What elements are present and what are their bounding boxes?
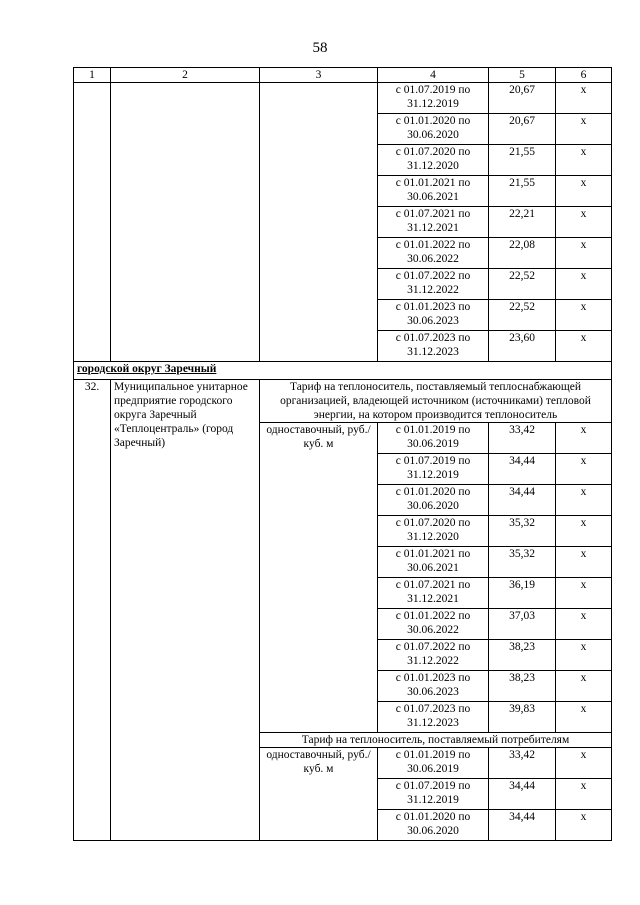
organization-name: Муниципальное унитарное предприятие городского округа Заречный «Теплоцентраль» (город Заречный): [111, 380, 260, 841]
tariff-value: 20,67: [489, 114, 556, 145]
tariff-value: 22,52: [489, 300, 556, 331]
rate-type: одноставочный, руб./куб. м: [260, 748, 378, 841]
period-cell: с 01.01.2020 по 30.06.2020: [378, 485, 489, 516]
period-cell: с 01.01.2023 по 30.06.2023: [378, 671, 489, 702]
column-number: 4: [378, 68, 489, 83]
period-cell: с 01.07.2020 по 31.12.2020: [378, 516, 489, 547]
tariff-value: 34,44: [489, 454, 556, 485]
mark-cell: х: [556, 269, 612, 300]
section-header-row: [74, 380, 612, 423]
table-row: [74, 83, 612, 114]
period-cell: с 01.01.2021 по 30.06.2021: [378, 547, 489, 578]
period-cell: с 01.01.2020 по 30.06.2020: [378, 114, 489, 145]
mark-cell: х: [556, 748, 612, 779]
tariff-value: 37,03: [489, 609, 556, 640]
tariff-value: 33,42: [489, 423, 556, 454]
tariff-value: 38,23: [489, 671, 556, 702]
mark-cell: х: [556, 671, 612, 702]
number-cell: [74, 83, 111, 362]
period-cell: с 01.01.2021 по 30.06.2021: [378, 176, 489, 207]
column-number: 1: [74, 68, 111, 83]
mark-cell: х: [556, 331, 612, 362]
organization-cell: [111, 83, 260, 362]
period-cell: с 01.01.2019 по 30.06.2019: [378, 423, 489, 454]
tariff-value: 22,52: [489, 269, 556, 300]
tariff-value: 20,67: [489, 83, 556, 114]
tariff-value: 33,42: [489, 748, 556, 779]
period-cell: с 01.01.2022 по 30.06.2022: [378, 238, 489, 269]
tariff-value: 22,21: [489, 207, 556, 238]
column-number: 2: [111, 68, 260, 83]
column-number: 5: [489, 68, 556, 83]
period-cell: с 01.01.2019 по 30.06.2019: [378, 748, 489, 779]
period-cell: с 01.07.2019 по 31.12.2019: [378, 454, 489, 485]
tariff-value: 36,19: [489, 578, 556, 609]
period-cell: с 01.07.2020 по 31.12.2020: [378, 145, 489, 176]
mark-cell: х: [556, 485, 612, 516]
tariff-table: [73, 67, 612, 841]
period-cell: с 01.01.2022 по 30.06.2022: [378, 609, 489, 640]
mark-cell: х: [556, 547, 612, 578]
mark-cell: х: [556, 114, 612, 145]
entry-number: 32.: [74, 380, 111, 841]
tariff-value: 39,83: [489, 702, 556, 733]
tariff-value: 35,32: [489, 516, 556, 547]
mark-cell: х: [556, 423, 612, 454]
mark-cell: х: [556, 454, 612, 485]
mark-cell: х: [556, 810, 612, 841]
section-title: Тариф на теплоноситель, поставляемый потребителям: [260, 733, 612, 748]
tariff-value: 21,55: [489, 145, 556, 176]
page-number: 58: [312, 40, 328, 56]
region-heading: городской округ Заречный: [74, 362, 612, 380]
column-number-row: [74, 68, 612, 83]
rate-type-cell: [260, 83, 378, 362]
rate-type: одноставочный, руб./куб. м: [260, 423, 378, 733]
mark-cell: х: [556, 609, 612, 640]
period-cell: с 01.01.2020 по 30.06.2020: [378, 810, 489, 841]
tariff-value: 34,44: [489, 779, 556, 810]
period-cell: с 01.07.2021 по 31.12.2021: [378, 207, 489, 238]
section-title: Тариф на теплоноситель, поставляемый теплоснабжающей организацией, владеющей источником (источниками) тепловой энергии, на котором производится теплоноситель: [260, 380, 612, 423]
column-number: 3: [260, 68, 378, 83]
mark-cell: х: [556, 83, 612, 114]
mark-cell: х: [556, 640, 612, 671]
mark-cell: х: [556, 516, 612, 547]
mark-cell: х: [556, 779, 612, 810]
mark-cell: х: [556, 238, 612, 269]
period-cell: с 01.07.2022 по 31.12.2022: [378, 640, 489, 671]
mark-cell: х: [556, 145, 612, 176]
mark-cell: х: [556, 300, 612, 331]
mark-cell: х: [556, 702, 612, 733]
period-cell: с 01.07.2023 по 31.12.2023: [378, 702, 489, 733]
period-cell: с 01.01.2023 по 30.06.2023: [378, 300, 489, 331]
period-cell: с 01.07.2023 по 31.12.2023: [378, 331, 489, 362]
tariff-value: 34,44: [489, 810, 556, 841]
tariff-value: 22,08: [489, 238, 556, 269]
tariff-value: 35,32: [489, 547, 556, 578]
period-cell: с 01.07.2019 по 31.12.2019: [378, 83, 489, 114]
column-number: 6: [556, 68, 612, 83]
period-cell: с 01.07.2019 по 31.12.2019: [378, 779, 489, 810]
period-cell: с 01.07.2021 по 31.12.2021: [378, 578, 489, 609]
mark-cell: х: [556, 207, 612, 238]
tariff-value: 34,44: [489, 485, 556, 516]
mark-cell: х: [556, 578, 612, 609]
tariff-value: 21,55: [489, 176, 556, 207]
tariff-value: 23,60: [489, 331, 556, 362]
period-cell: с 01.07.2022 по 31.12.2022: [378, 269, 489, 300]
mark-cell: х: [556, 176, 612, 207]
tariff-value: 38,23: [489, 640, 556, 671]
region-row: [74, 362, 612, 380]
